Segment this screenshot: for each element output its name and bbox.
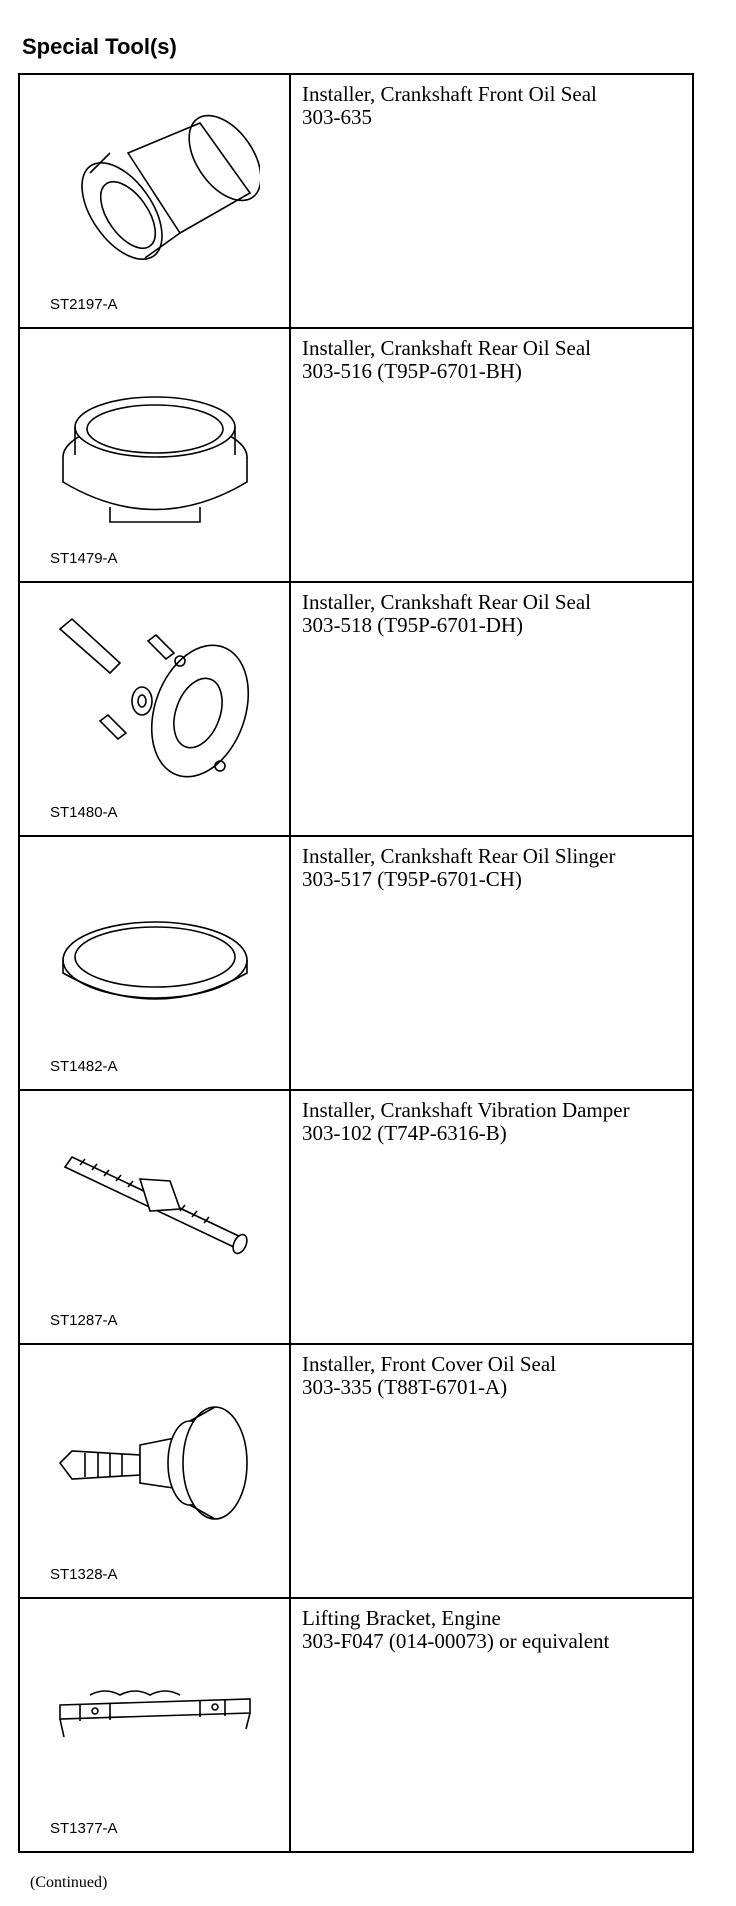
table-row	[19, 1090, 693, 1344]
table-row	[19, 836, 693, 1090]
tool-code: ST2197-A	[50, 296, 118, 313]
tool-description-cell	[290, 74, 693, 328]
tool-name: Lifting Bracket, Engine	[302, 1606, 501, 1630]
tool-code: ST1287-A	[50, 1312, 118, 1329]
tool-number: 303-F047 (014-00073) or equivalent	[302, 1629, 610, 1653]
tool-image-cell	[19, 1090, 290, 1344]
table-row	[19, 582, 693, 836]
tool-description-cell	[290, 836, 693, 1090]
tool-description-cell	[290, 1090, 693, 1344]
seal-installer-kit-icon	[50, 601, 260, 791]
tool-image-cell	[19, 836, 290, 1090]
threaded-rod-icon	[50, 1109, 260, 1299]
tool-code: ST1482-A	[50, 1058, 118, 1075]
tool-name: Installer, Front Cover Oil Seal	[302, 1352, 557, 1376]
tool-number: 303-102 (T74P-6316-B)	[302, 1121, 507, 1145]
table-row	[19, 74, 693, 328]
tool-code: ST1479-A	[50, 550, 118, 567]
tool-number: 303-635	[302, 105, 372, 129]
lifting-bracket-icon	[50, 1617, 260, 1807]
tool-description-cell	[290, 1344, 693, 1598]
cover-seal-installer-icon	[50, 1363, 260, 1553]
tool-number: 303-517 (T95P-6701-CH)	[302, 867, 522, 891]
table-row	[19, 1598, 693, 1852]
tool-code: ST1328-A	[50, 1566, 118, 1583]
tool-name: Installer, Crankshaft Rear Oil Seal	[302, 336, 591, 360]
tool-name: Installer, Crankshaft Rear Oil Seal	[302, 590, 591, 614]
tool-name: Installer, Crankshaft Vibration Damper	[302, 1098, 630, 1122]
tool-description-cell	[290, 328, 693, 582]
tool-image-cell	[19, 582, 290, 836]
special-tools-table	[18, 73, 694, 1853]
tool-image-cell	[19, 328, 290, 582]
tool-image-cell	[19, 1344, 290, 1598]
tool-code: ST1480-A	[50, 804, 118, 821]
rear-seal-installer-icon	[50, 347, 260, 537]
tool-image-cell	[19, 1598, 290, 1852]
slinger-ring-icon	[50, 855, 260, 1045]
tool-name: Installer, Crankshaft Front Oil Seal	[302, 82, 597, 106]
tool-number: 303-516 (T95P-6701-BH)	[302, 359, 522, 383]
tool-code: ST1377-A	[50, 1820, 118, 1837]
tool-number: 303-518 (T95P-6701-DH)	[302, 613, 524, 637]
continued-note: (Continued)	[30, 1874, 108, 1891]
oil-seal-installer-icon	[50, 93, 260, 283]
tool-description-cell	[290, 582, 693, 836]
table-row	[19, 1344, 693, 1598]
page-title: Special Tool(s)	[22, 34, 177, 59]
table-row	[19, 328, 693, 582]
tool-number: 303-335 (T88T-6701-A)	[302, 1375, 508, 1399]
tool-description-cell	[290, 1598, 693, 1852]
tool-name: Installer, Crankshaft Rear Oil Slinger	[302, 844, 616, 868]
tool-image-cell	[19, 74, 290, 328]
